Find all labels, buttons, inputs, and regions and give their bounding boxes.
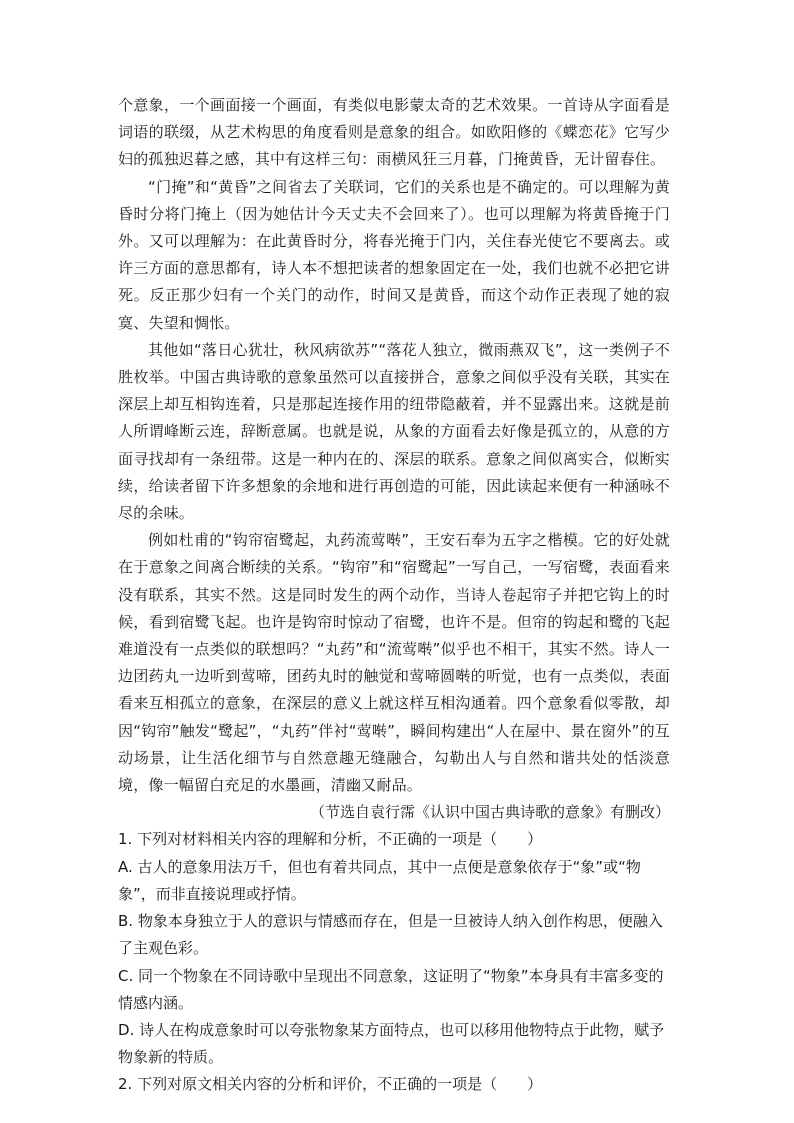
option-b: B. 物象本身独立于人的意识与情感而存在，但是一旦被诗人纳入创作构思，便融入了主观色彩。: [118, 912, 663, 958]
paragraph-1: 个意象，一个画面接一个画面，有类似电影蒙太奇的艺术效果。一首诗从字面看是词语的联缀，从艺术构思的角度看则是意象的组合。如欧阳修的《蝶恋花》它写少妇的孤独迟暮之感，其中有这样三句：雨横风狂三月暮，门掩黄昏，无计留春住。: [118, 96, 670, 169]
option-a: A. 古人的意象用法万千，但也有着共同点，其中一点便是意象依存于“象”或“物象”，而非直接说理或抒情。: [118, 857, 641, 903]
paragraph-2: “门掩”和“黄昏”之间省去了关联词，它们的关系也是不确定的。可以理解为黄昏时分将门掩上（因为她估计今天丈夫不会回来了）。也可以理解为将黄昏掩于门外。又可以理解为：在此黄昏时分，将春光掩于门内，关住春光使它不要离去。或许三方面的意思都有，诗人本不想把读者的想象固定在一处，我们也就不必把它讲死。反正那少妇有一个关门的动作，时间又是黄昏，而这个动作正表现了她的寂寞、失望和惆怅。: [118, 177, 670, 332]
option-d: D. 诗人在构成意象时可以夸张物象某方面特点，也可以移用他物特点于此物，赋予物象新的特质。: [118, 1020, 665, 1067]
source-citation: （节选自袁行霈《认识中国古典诗歌的意象》有删改）: [309, 803, 670, 822]
option-c: C. 同一个物象在不同诗歌中呈现出不同意象，这证明了“物象”本身具有丰富多变的情感内涵。: [118, 966, 664, 1012]
document-page: [118, 92, 670, 1099]
question-1: 1. 下列对材料相关内容的理解和分析，不正确的一项是（ ）: [118, 830, 543, 849]
paragraph-3: 其他如“落日心犹壮，秋风病欲苏”“落花人独立，微雨燕双飞”，这一类例子不胜枚举。中国古典诗歌的意象虽然可以直接拼合，意象之间似乎没有关联，其实在深层上却互相钩连着，只是那起连接作用的纽带隐蔽着，并不显露出来。这就是前人所谓峰断云连，辞断意属。也就是说，从象的方面看去好像是孤立的，从意的方面寻找却有一条纽带。这是一种内在的、深层的联系。意象之间似离实合，似断实续，给读者留下许多想象的余地和进行再创造的可能，因此读起来便有一种涵咏不尽的余味。: [118, 340, 670, 523]
paragraph-4: 例如杜甫的“钩帘宿鹭起，丸药流莺啭”，王安石奉为五字之楷模。它的好处就在于意象之间离合断续的关系。“钩帘”和“宿鹭起”一写自己，一写宿鹭，表面看来没有联系，其实不然。这是同时发生的两个动作，当诗人卷起帘子并把它钩上的时候，看到宿鹭飞起。也许是钩帘时惊动了宿鹭，也许不是。但帘的钩起和鹭的飞起难道没有一点类似的联想吗？“丸药”和“流莺啭”似乎也不相干，其实不然。诗人一边团药丸一边听到莺啼，团药丸时的触觉和莺啼圆啭的听觉，也有一点类似，表面看来互相孤立的意象，在深层的意义上就这样互相沟通着。四个意象看似零散，却因“钩帘”触发“鹭起”，“丸药”伴衬“莺啭”，瞬间构建出“人在屋中、景在窗外”的互动场景，让生活化细节与自然意趣无缝融合，勾勒出人与自然和谐共处的恬淡意境，像一幅留白充足的水墨画，清幽又耐品。: [118, 531, 670, 795]
question-2: 2. 下列对原文相关内容的分析和评价，不正确的一项是（ ）: [118, 1075, 543, 1094]
